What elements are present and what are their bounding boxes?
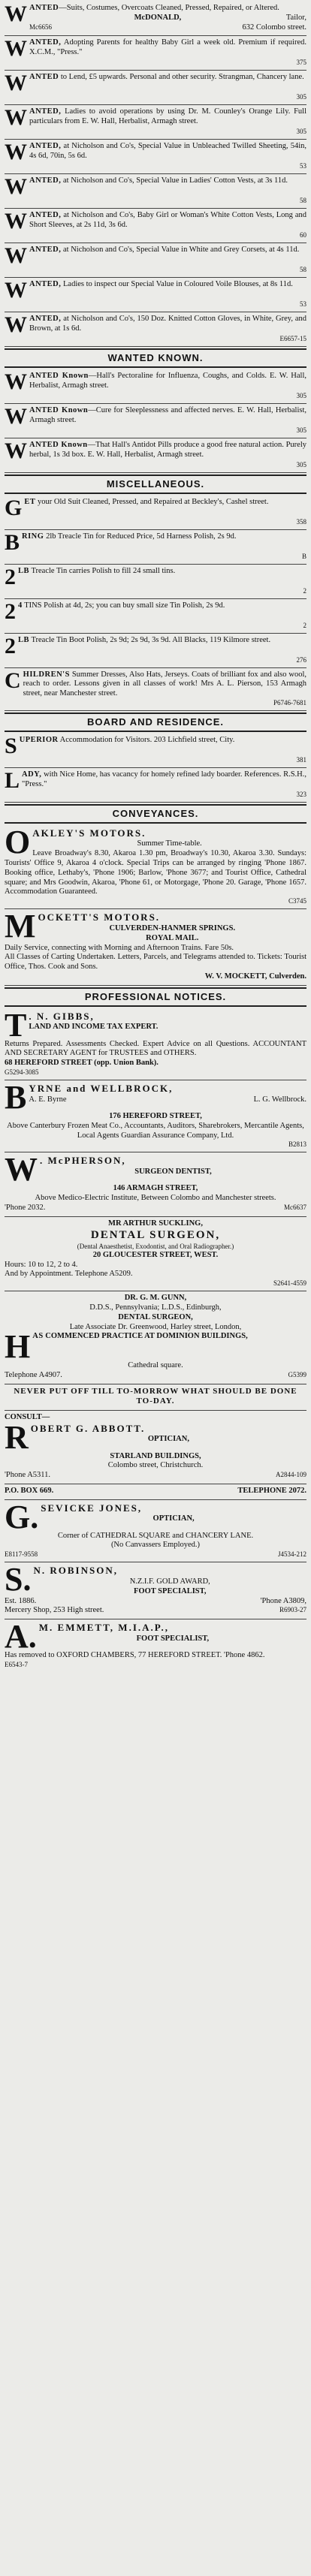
ad-quals: N.Z.I.F. GOLD AWARD, <box>129 1577 210 1586</box>
ad-sub: SURGEON DENTIST, <box>134 1167 212 1177</box>
ad-addr: Colombo street, Christchurch. <box>107 1461 204 1470</box>
ad-heading: M. EMMETT, M.I.A.P., <box>38 1622 170 1634</box>
ad-body: —Suits, Costumes, Overcoats Cleaned, Pressed, Repaired, or Altered. <box>59 4 279 12</box>
telephone: TELEPHONE 2072. <box>237 1486 306 1495</box>
ad-ref: 58 <box>300 266 306 274</box>
ad-phone: 'Phone 2032. <box>5 1203 46 1212</box>
ad-body: your Old Suit Cleaned, Pressed, and Repaired at Beckley's, Cashel street. <box>37 497 269 506</box>
ad-footer <box>5 1597 306 1607</box>
ad-sub: Summer Time-table. <box>137 839 202 848</box>
section-professional: PROFESSIONAL NOTICES. <box>5 987 306 1007</box>
ad-heading: OCKETT'S MOTORS. <box>38 911 161 923</box>
ad-footer <box>5 1371 306 1381</box>
ad-ref: B <box>301 552 306 560</box>
ad-sub: LAND AND INCOME TAX EXPERT. <box>29 1023 159 1032</box>
ad-lead: ANTED, <box>29 176 62 185</box>
ad-role: FOOT SPECIALIST, <box>136 1634 210 1644</box>
drop-cap: W <box>5 243 27 269</box>
ad-lead: AS <box>32 1332 44 1341</box>
ad-emmett <box>5 1619 306 1672</box>
ad-body: at Nicholson and Co's, Baby Girl or Woman's White Cotton Vests, Long and Short Sleeves, at 2s 11d, 3s 6d. <box>29 211 307 230</box>
drop-cap: 2 <box>5 598 16 624</box>
ad-body: (Dental Anaesthetist, Exodontist, and Oral Radiographer.) <box>77 1242 234 1250</box>
ad-lead: ET <box>24 497 36 506</box>
ad-footer2 <box>29 23 306 33</box>
ad-phone: 'Phone A5311. <box>5 1471 51 1480</box>
ad-ref: P6746-7681 <box>273 698 306 707</box>
ad-phone: 'Phone A3809, <box>260 1596 306 1605</box>
ad-body: Adopting Parents for healthy Baby Girl a week old. Premium if required. X.C.M., "Press." <box>29 38 307 57</box>
ad-ref: R6903-27 <box>279 1606 306 1614</box>
ad-ref: B2813 <box>288 1140 306 1149</box>
ad-body: at Nicholson and Co's, 150 Doz. Knitted Cotton Gloves, in White, Grey, and Brown, at 1s 6d. <box>29 315 306 333</box>
drop-cap: B <box>5 1078 27 1116</box>
ad-ref: 305 <box>296 93 306 101</box>
ad-robinson <box>5 1562 306 1619</box>
ad-heading: AKLEY'S MOTORS. <box>32 827 146 839</box>
ad-lead: ANTED Known <box>29 371 89 380</box>
ad-misc-d <box>5 599 306 634</box>
drop-cap: G. <box>5 1498 39 1535</box>
ad-name: McDONALD, <box>134 13 182 22</box>
ad-body: Summer Dresses, Also Hats, Jerseys. Coats of brilliant fox and also wool, reach to order. Lessons given in all classes of work! Mrs A. L. Pierson, 153 Armagh street, near Manchester street. <box>23 670 307 698</box>
drop-cap: G <box>5 495 23 520</box>
ad-sub: ROYAL MAIL. <box>146 933 199 942</box>
drop-cap: W <box>5 174 27 200</box>
drop-cap: W <box>5 2 27 26</box>
ad-lead: ANTED, <box>29 211 62 220</box>
ad-body: TINS Polish at 4d, 2s; you can buy small size Tin Polish, 2s 9d. <box>24 601 225 610</box>
ad-body: Above Canterbury Frozen Meat Co., Accountants, Auditors, Sharebrokers, Mercantile Agents, Local Agents Guardian Assurance Company, Ltd. <box>7 1121 304 1140</box>
drop-cap: W <box>5 278 27 303</box>
ad-mockett <box>5 909 306 986</box>
ad-role: OPTICIAN, <box>147 1435 189 1444</box>
ad-body: Treacle Tin Boot Polish, 2s 9d; 2s 9d, 3s 9d. All Blacks, 119 Kilmore street. <box>31 635 271 644</box>
ad-body: at Nicholson and Co's, Special Value in Unbleached Twilled Sheeting, 54in, 4s 6d, 70in, 5s 6d. <box>29 142 306 161</box>
ad-oakley <box>5 825 306 910</box>
ad-body: —Cure for Sleeplessness and affected nerves. E. W. Hall, Herbalist, Armagh street. <box>29 405 307 424</box>
ad-ref: 276 <box>296 655 306 664</box>
ad-known-c <box>5 438 306 473</box>
ad-addr: Cathedral square. <box>128 1361 183 1370</box>
ad-body: —Hall's Pectoraline for Influenza, Coughs, and Colds. E. W. Hall, Herbalist, Armagh street. <box>29 371 306 390</box>
drop-cap: W <box>5 312 27 338</box>
ad-ref: S2641-4559 <box>273 1279 306 1288</box>
ad-lead: ANTED Known <box>29 405 89 414</box>
ad-body: Returns Prepared. Assessments Checked. Expert Advice on all Questions. ACCOUNTANT AND SECRETARY AGENT for TRUSTEES and OTHERS. <box>5 1039 306 1058</box>
ad-lead: HILDREN'S <box>23 670 70 679</box>
ad-footer2 <box>5 1606 306 1616</box>
ad-lead: ANTED Known <box>29 440 88 449</box>
ad-name: W. V. MOCKETT, Culverden. <box>204 972 306 981</box>
ad-ref: E6657-15 <box>279 335 306 343</box>
drop-cap: B <box>5 529 20 555</box>
ad-lead: 4 <box>18 601 23 610</box>
ad-addr: 176 HEREFORD STREET, <box>109 1111 202 1120</box>
ad-body: Late Associate Dr. Greenwood, Harley street, London, <box>69 1322 242 1331</box>
ad-addr: Mercery Shop, 253 High street. <box>5 1606 104 1615</box>
ad-ref: 60 <box>300 231 306 240</box>
drop-cap: W <box>5 369 27 394</box>
ad-ref: Mc6637 <box>284 1203 306 1211</box>
ad-hours: Hours: 10 to 12, 2 to 4. <box>5 1260 78 1269</box>
ad-heading: YRNE and WELLBROCK, <box>29 1082 174 1094</box>
ad-lead: ADY, <box>22 770 42 779</box>
ad-addr: 20 GLOUCESTER STREET, WEST. <box>92 1250 219 1259</box>
ad-addr: 68 HEREFORD STREET (opp. Union Bank). <box>5 1059 159 1068</box>
ad-phone: Telephone A4907. <box>5 1371 62 1380</box>
ad-pobox <box>5 1484 306 1500</box>
ad-lead: ANTED, <box>29 38 62 47</box>
ad-ref: Mc6656 <box>29 23 52 31</box>
drop-cap: M <box>5 908 36 945</box>
ad-ref: 2 <box>303 586 306 595</box>
drop-cap: 2 <box>5 564 16 589</box>
ad-board-b <box>5 768 306 803</box>
ad-addr: 632 Colombo street. <box>242 23 306 32</box>
ad-footer <box>5 1550 306 1559</box>
drop-cap: T <box>5 1006 27 1044</box>
ad-footer <box>5 1471 306 1481</box>
ad-body: COMMENCED PRACTICE AT DOMINION BUILDINGS, <box>45 1332 248 1341</box>
ad-heading: . McPHERSON, <box>40 1155 126 1167</box>
ad-lead: ANTED <box>29 4 59 12</box>
ad-role: Tailor, <box>285 13 306 22</box>
ad-heading: N. ROBINSON, <box>33 1565 118 1577</box>
ad-ref: 58 <box>300 197 306 205</box>
partner-name: A. E. Byrne <box>29 1095 67 1104</box>
ad-lead: LB <box>18 566 30 575</box>
drop-cap: H <box>5 1328 31 1366</box>
drop-cap: 2 <box>5 633 16 658</box>
drop-cap: W <box>5 438 27 463</box>
ad-body: Above Medico-Electric Institute, Between Colombo and Manchester streets. <box>35 1194 276 1203</box>
section-conveyances: CONVEYANCES. <box>5 804 306 824</box>
ad-body: Has removed to OXFORD CHAMBERS, 77 HEREFORD STREET. 'Phone 4862. <box>5 1651 265 1660</box>
ad-known-a <box>5 369 306 404</box>
ad-suits <box>5 2 306 36</box>
drop-cap: R <box>5 1418 29 1456</box>
ad-ref: 305 <box>296 128 306 136</box>
ad-loan <box>5 71 306 105</box>
ad-bldg: STARLAND BUILDINGS, <box>110 1451 201 1460</box>
ad-gunn <box>5 1291 306 1384</box>
notice-text: NEVER PUT OFF TILL TO-MORROW WHAT SHOULD BE DONE TO-DAY. <box>14 1386 297 1406</box>
ad-never <box>5 1384 306 1411</box>
ad-ref: 358 <box>296 517 306 526</box>
ad-ref: 381 <box>296 755 306 764</box>
drop-cap: W <box>5 403 27 429</box>
partner-name: L. G. Wellbrock. <box>253 1095 306 1104</box>
ad-hose <box>5 174 306 209</box>
ad-addr: 146 ARMAGH STREET, <box>113 1184 198 1193</box>
ad-misc-b <box>5 530 306 565</box>
ad-lead: ANTED, <box>29 280 62 289</box>
ad-est: Est. 1886. <box>5 1596 37 1605</box>
drop-cap: A. <box>5 1618 37 1656</box>
ad-vests <box>5 209 306 243</box>
ad-creds: D.D.S., Pennsylvania; L.D.S., Edinburgh, <box>89 1303 222 1312</box>
drop-cap: W <box>5 140 27 165</box>
ad-board-a <box>5 734 306 768</box>
ad-body: 2lb Treacle Tin for Reduced Price, 5d Harness Polish, 2s 9d. <box>46 532 237 541</box>
ad-body: Treacle Tin carries Polish to fill 24 small tins. <box>31 566 176 575</box>
ad-footer <box>29 14 306 23</box>
ad-ref: C3745 <box>288 897 306 905</box>
ad-consult: CONSULT— <box>5 1412 50 1421</box>
ad-body: Accommodation for Visitors. 203 Lichfield street, City. <box>59 735 235 744</box>
ad-ref: J4534-212 <box>278 1550 306 1559</box>
drop-cap: W <box>5 105 27 131</box>
ad-lead: LB <box>18 635 30 644</box>
ad-title: MR ARTHUR SUCKLING, <box>108 1219 203 1228</box>
ad-appt: And by Appointment. Telephone A5209. <box>5 1270 133 1279</box>
ad-sub: CULVERDEN-HANMER SPRINGS. <box>109 923 236 932</box>
ad-body: Daily Service, connecting with Morning and Afternoon Trains. Fare 50s. <box>5 943 234 952</box>
ad-body: Ladies to inspect our Special Value in Coloured Voile Blouses, at 8s 11d. <box>63 280 293 289</box>
ad-heading: . N. GIBBS, <box>29 1010 95 1022</box>
ad-body: Leave Broadway's 8.30, Akaroa 1.30 pm, Broadway's 10.30, Akaroa 3.30. Sundays: Tourists' Office 9, Akaroa 4 o'clock. Special Trips can be arranged by ringing 'Phone 1867. Booking office, Lethaby's, 'Phone 1906; Barlow, 'Phone 3677; and Tourist Office, Cathedral square; and Mrs Goodwin, Akaroa, 'Phone 61, or Motorgage, 'Phone 20. Garage, 'Phone 1657. Accommodation Guaranteed. <box>5 849 306 896</box>
ad-ref: 305 <box>296 460 306 469</box>
ad-ref: 305 <box>296 391 306 399</box>
drop-cap: C <box>5 667 21 693</box>
ad-ref: 2 <box>303 621 306 629</box>
ad-ref: E6543-7 <box>5 1661 28 1669</box>
ad-lead: UPERIOR <box>19 735 59 744</box>
ad-role: FOOT SPECIALIST, <box>134 1586 207 1595</box>
section-board: BOARD AND RESIDENCE. <box>5 713 306 732</box>
ad-ref: 323 <box>296 790 306 798</box>
drop-cap: W <box>5 209 27 234</box>
ad-footer <box>5 1204 306 1213</box>
ad-misc-f <box>5 668 306 711</box>
drop-cap: O <box>5 823 31 860</box>
ad-body: at Nicholson and Co's, Special Value in White and Grey Corsets, at 4s 11d. <box>63 246 300 255</box>
ad-ref: G5399 <box>288 1371 306 1379</box>
ad-gloves <box>5 312 306 347</box>
ad-abbott <box>5 1411 306 1484</box>
ad-ref: A2844-109 <box>276 1471 306 1479</box>
ad-mcpherson <box>5 1152 306 1216</box>
pobox: P.O. BOX 669. <box>5 1486 54 1495</box>
ad-ref: G5294-3085 <box>5 1068 39 1076</box>
ad-ref: 53 <box>300 162 306 170</box>
ad-partners <box>29 1095 306 1105</box>
ad-lead: RING <box>22 532 44 541</box>
ad-body: to Lend, £5 upwards. Personal and other security. Strangman, Chancery lane. <box>60 73 304 82</box>
ad-ref: E8117-9558 <box>5 1550 38 1559</box>
ad-suckling <box>5 1217 306 1291</box>
ad-parents <box>5 36 306 71</box>
ad-known-b <box>5 404 306 438</box>
ad-misc-e <box>5 634 306 668</box>
section-wanted-known: WANTED KNOWN. <box>5 348 306 368</box>
pobox-line <box>5 1487 306 1496</box>
drop-cap: W <box>5 1151 38 1189</box>
ad-body: Ladies to avoid operations by using Dr. M. Counley's Orange Lily. Full particulars from E. W. Hall, Herbalist, Armagh street. <box>29 107 306 126</box>
ad-role: OPTICIAN, <box>152 1514 195 1523</box>
ad-grey <box>5 243 306 278</box>
ad-body: with Nice Home, has vacancy for homely refined lady boarder. References. R.S.H., "Press." <box>22 770 306 788</box>
ad-body: All Classes of Carting Undertaken. Letters, Parcels, and Telegrams attended to. Tickets: Tourist Office, Thos. Cook and Sons. <box>5 953 306 972</box>
ad-gibbs <box>5 1008 306 1080</box>
ad-note: (No Canvassers Employed.) <box>110 1541 201 1550</box>
ad-lead: ANTED, <box>29 107 62 116</box>
ad-heading: OBERT G. ABBOTT. <box>30 1422 146 1434</box>
section-miscellaneous: MISCELLANEOUS. <box>5 475 306 494</box>
ad-lead: ANTED, <box>29 315 62 324</box>
ad-voile <box>5 278 306 312</box>
drop-cap: L <box>5 767 20 793</box>
ad-ref: 305 <box>296 426 306 434</box>
ad-misc-a <box>5 496 306 530</box>
ad-ref: 375 <box>296 59 306 67</box>
ad-body: —That Hall's Antidot Pills produce a good free natural action. Purely herbal, 1s 3d box. E. W. Hall, Herbalist, Armagh street. <box>29 440 307 459</box>
ad-sheeting <box>5 140 306 174</box>
ad-sevicke <box>5 1500 306 1563</box>
ad-lead: ANTED, <box>29 142 62 151</box>
ad-lead: ANTED, <box>29 246 62 255</box>
drop-cap: S. <box>5 1561 32 1598</box>
ad-lead: ANTED <box>29 73 59 82</box>
ad-heading: SEVICKE JONES, <box>41 1502 143 1514</box>
ad-heading: DENTAL SURGEON, <box>90 1229 221 1242</box>
ad-ref: 53 <box>300 300 306 309</box>
ad-role: DENTAL SURGEON, <box>118 1312 193 1321</box>
drop-cap: W <box>5 36 27 62</box>
ad-addr: Corner of CATHEDRAL SQUARE and CHANCERY LANE. <box>57 1531 254 1540</box>
ad-body: at Nicholson and Co's, Special Value in Ladies' Cotton Vests, at 3s 11d. <box>63 176 288 185</box>
ad-ladies <box>5 105 306 140</box>
drop-cap: W <box>5 71 27 96</box>
ad-title: DR. G. M. GUNN, <box>124 1294 187 1303</box>
drop-cap: S <box>5 733 17 758</box>
ad-byrne <box>5 1080 306 1152</box>
ad-misc-c <box>5 565 306 599</box>
